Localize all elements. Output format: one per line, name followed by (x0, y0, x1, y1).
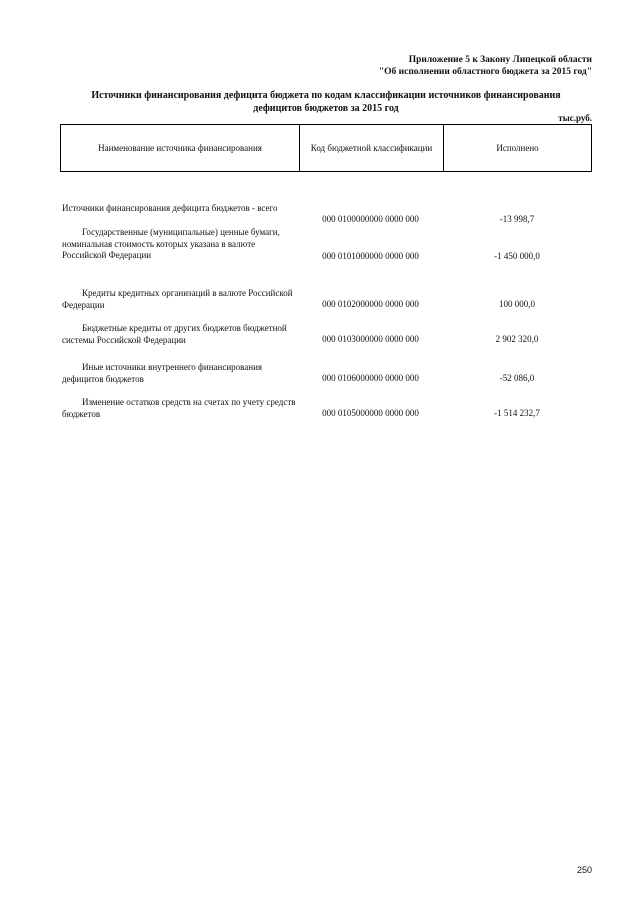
row-value: -1 514 232,7 (494, 408, 540, 418)
row-code: 000 0103000000 0000 000 (322, 334, 419, 344)
title-line-2: дефицитов бюджетов за 2015 год (253, 103, 399, 114)
row-value: -52 086,0 (499, 373, 535, 383)
row-name: Изменение остатков средств на счетах по учету средств бюджетов (62, 397, 296, 419)
title-line-1: Источники финансирования дефицита бюджета по кодам классификации источников финансирования (91, 90, 561, 101)
page-number: 250 (576, 865, 592, 875)
row-value: -13 998,7 (499, 214, 535, 224)
row-name: Кредиты кредитных организаций в валюте Российской Федерации (62, 288, 293, 310)
row-name: Государственные (муниципальные) ценные бумаги, номинальная стоимость которых указана в валюте Российской Федерации (62, 227, 280, 260)
row-value: 100 000,0 (499, 299, 535, 309)
header-name: Наименование источника финансирования (61, 125, 300, 171)
row-name: Иные источники внутреннего финансирования дефицитов бюджетов (62, 362, 263, 384)
row-code: 000 0102000000 0000 000 (322, 299, 419, 309)
row-code: 000 0100000000 0000 000 (322, 214, 419, 224)
row-code: 000 0105000000 0000 000 (322, 408, 419, 418)
header-executed: Исполнено (496, 143, 539, 153)
law-title-reference: "Об исполнении областного бюджета за 2015 год" (378, 67, 592, 77)
header-code: Код бюджетной классификации (300, 125, 444, 171)
row-code: 000 0101000000 0000 000 (322, 251, 419, 261)
row-value: 2 902 320,0 (495, 334, 539, 344)
units-label: тыс.руб. (558, 113, 592, 123)
appendix-reference: Приложение 5 к Закону Липецкой области (408, 55, 592, 65)
row-name: Источники финансирования дефицита бюджетов - всего (62, 203, 278, 213)
document-title (60, 89, 592, 115)
row-name: Бюджетные кредиты от других бюджетов бюджетной системы Российской Федерации (62, 323, 287, 345)
table-header (60, 124, 592, 172)
row-value: -1 450 000,0 (494, 251, 540, 261)
row-code: 000 0106000000 0000 000 (322, 373, 419, 383)
